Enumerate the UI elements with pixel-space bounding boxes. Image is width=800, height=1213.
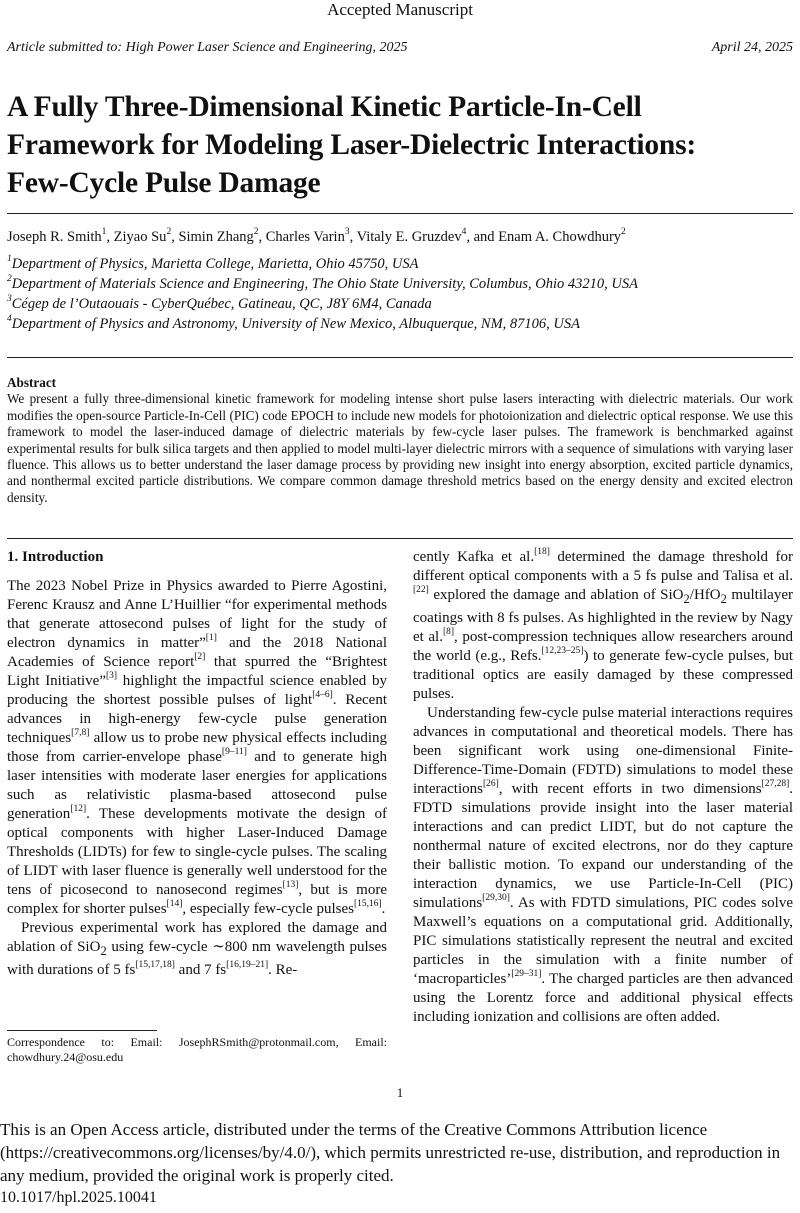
doi-link[interactable]: 10.1017/hpl.2025.10041 xyxy=(0,1189,157,1206)
author: Joseph R. Smith$^1$, xyxy=(7,227,114,245)
affiliation: $^1$Department of Physics, Marietta College, Marietta, Ohio 45750, USA xyxy=(7,254,419,272)
author-list xyxy=(7,229,626,246)
citation[interactable]: [27,28] xyxy=(761,779,790,789)
section-heading-introduction: 1. Introduction xyxy=(7,549,104,565)
citation[interactable]: [13] xyxy=(282,880,299,890)
intro-paragraph-2: Previous experimental work has explored the damage and ablation of SiO$_2$ using few-cycle ∼800 nm wavelength pulses with durations of 5 fs[15,17,18] and 7 fs[16,19–21]. Re- xyxy=(7,920,387,978)
citation[interactable]: [15,17,18] xyxy=(135,960,175,970)
citation[interactable]: [18] xyxy=(534,547,550,557)
running-header xyxy=(7,40,793,56)
citation[interactable]: [3] xyxy=(106,671,118,681)
citation[interactable]: [12,23–25] xyxy=(541,646,584,656)
author: Vitaly E. Gruzdev$^4$, and xyxy=(356,227,499,245)
author: Ziyao Su$^2$, xyxy=(113,227,179,245)
title-rule xyxy=(7,213,793,214)
abstract-rule xyxy=(7,538,793,539)
affiliation: $^3$Cégep de l’Outaouais - CyberQuébec, Gatineau, QC, J8Y 6M4, Canada xyxy=(7,294,432,312)
footnote-rule xyxy=(7,1030,157,1031)
citation[interactable]: [2] xyxy=(194,652,206,662)
citation[interactable]: [26] xyxy=(482,779,499,789)
correspondence-footnote: Correspondence to: Email: JosephRSmith@protonmail.com, Email: chowdhury.24@osu.edu xyxy=(7,1035,387,1064)
citation[interactable]: [14] xyxy=(166,899,183,909)
open-access-statement: This is an Open Access article, distributed under the terms of the Creative Commons Attribution licence (https://creativecommons.org/licenses/by/4.0/), which permits unrestricted re-use, distribution, and reproduction in any medium, provided the original work is properly cited. xyxy=(0,1120,781,1185)
citation[interactable]: [12] xyxy=(70,804,87,814)
title-line: A Fully Three-Dimensional Kinetic Particle-In-Cell xyxy=(7,91,642,123)
title-line: Few-Cycle Pulse Damage xyxy=(7,167,321,199)
abstract xyxy=(7,375,793,506)
affiliation-rule xyxy=(7,357,793,358)
author: Enam A. Chowdhury$^2$ xyxy=(498,227,626,245)
author: Charles Varin$^3$, xyxy=(265,227,357,245)
citation[interactable]: [9–11] xyxy=(221,747,247,757)
citation[interactable]: [29–31] xyxy=(511,969,542,979)
citation[interactable]: [22] xyxy=(413,585,429,595)
header-date: April 24, 2025 xyxy=(711,40,793,55)
affiliation: $^4$Department of Physics and Astronomy, University of New Mexico, Albuquerque, NM, 87106, USA xyxy=(7,314,580,332)
abstract-heading: Abstract xyxy=(7,375,57,390)
citation[interactable]: [7,8] xyxy=(71,728,90,738)
citation[interactable]: [8] xyxy=(442,627,455,637)
intro-paragraph-2-continued: cently Kafka et al.[18] determined the damage threshold for different optical components with a 5 fs pulse and Talisa et al.[22] explored the damage and ablation of SiO$_2$/HfO$_2$ multilayer coatings with 8 fs pulses. As highlighted in the review by Nagy et al.[8], post-compression techniques allow researchers around the world (e.g., Refs.[12,23–25]) to generate few-cycle pulses, but traditional optics are easily damaged by these compressed pulses. xyxy=(413,547,793,702)
journal-name: Article submitted to: High Power Laser Science and Engineering, 2025 xyxy=(7,40,408,55)
citation[interactable]: [16,19–21] xyxy=(226,960,269,970)
author: Simin Zhang$^2$, xyxy=(178,227,266,245)
left-column xyxy=(7,548,387,980)
citation[interactable]: [15,16] xyxy=(353,899,382,909)
right-column xyxy=(413,548,793,1027)
citation[interactable]: [29,30] xyxy=(482,893,510,903)
affiliation: $^2$Department of Materials Science and Engineering, The Ohio State University, Columbus, Ohio 43210, USA xyxy=(7,274,638,292)
citation[interactable]: [4–6] xyxy=(312,690,333,700)
citation[interactable]: [1] xyxy=(205,633,217,643)
abstract-text: We present a fully three-dimensional kinetic framework for modeling intense short pulse lasers interacting with dielectric materials. Our work modifies the open-source Particle-In-Cell (PIC) code EPOCH to include new models for photoionization and dielectric optical response. We use this framework to model the laser-induced damage of dielectric materials by few-cycle laser pulses. The framework is benchmarked against experimental results for bulk silica targets and then applied to model multi-layer dielectric mirrors with a sequence of simulations with varying laser fluence. This allows us to better understand the laser damage process by providing new insight into energy absorption, excited particle dynamics, and nonthermal excited particle distributions. We compare common damage threshold metrics based on the energy density and excited electron density. xyxy=(7,391,793,505)
intro-paragraph-1: The 2023 Nobel Prize in Physics awarded to Pierre Agostini, Ferenc Krausz and Anne L’Huillier “for experimental methods that generate attosecond pulses of light for the study of electron dynamics in matter”[1] and the 2018 National Academies of Science report[2] that spurred the “Brightest Light Initiative”[3] highlight the impactful science enabled by producing the shortest possible pulses of light[4–6]. Recent advances in high-energy few-cycle pulse generation techniques[7,8] allow us to probe new physical effects including those from carrier-envelope phase[9–11] and to generate high laser intensities with moderate laser energies for applications such as relativistic plasma-based attosecond pulse generation[12]. These developments motivate the design of optical components with higher Laser-Induced Damage Thresholds (LIDTs) for few to single-cycle pulses. The scaling of LIDT with laser fluence is generally well understood for the tens of picosecond to nanosecond regimes[13], but is more complex for shorter pulses[14], especially few-cycle pulses[15,16]. xyxy=(7,578,387,917)
accepted-manuscript-banner: Accepted Manuscript xyxy=(327,0,473,19)
title-line: Framework for Modeling Laser-Dielectric Interactions: xyxy=(7,129,696,161)
page-number: 1 xyxy=(396,1085,404,1100)
intro-paragraph-3: Understanding few-cycle pulse material interactions requires advances in computational and theoretical models. There has been significant work using one-dimensional Finite-Difference-Time-Domain (FDTD) simulations to model these interactions[26], with recent efforts in two dimensions[27,28]. FDTD simulations provide insight into the laser material interactions and can predict LIDT, but do not capture the nonthermal nature of excited electrons, nor do they capture their ballistic motion. To expand our understanding of the interaction dynamics, we use Particle-In-Cell (PIC) simulations[29,30]. As with FDTD simulations, PIC codes solve Maxwell’s equations on a computational grid. Additionally, PIC simulations statistically represent the neutral and excited particles in the simulation with a finite number of ‘macroparticles’[29–31]. The charged particles are then advanced using the Lorentz force and additional physical effects including ionization and collisions are often added. xyxy=(413,705,793,1025)
paper-title xyxy=(7,88,793,202)
